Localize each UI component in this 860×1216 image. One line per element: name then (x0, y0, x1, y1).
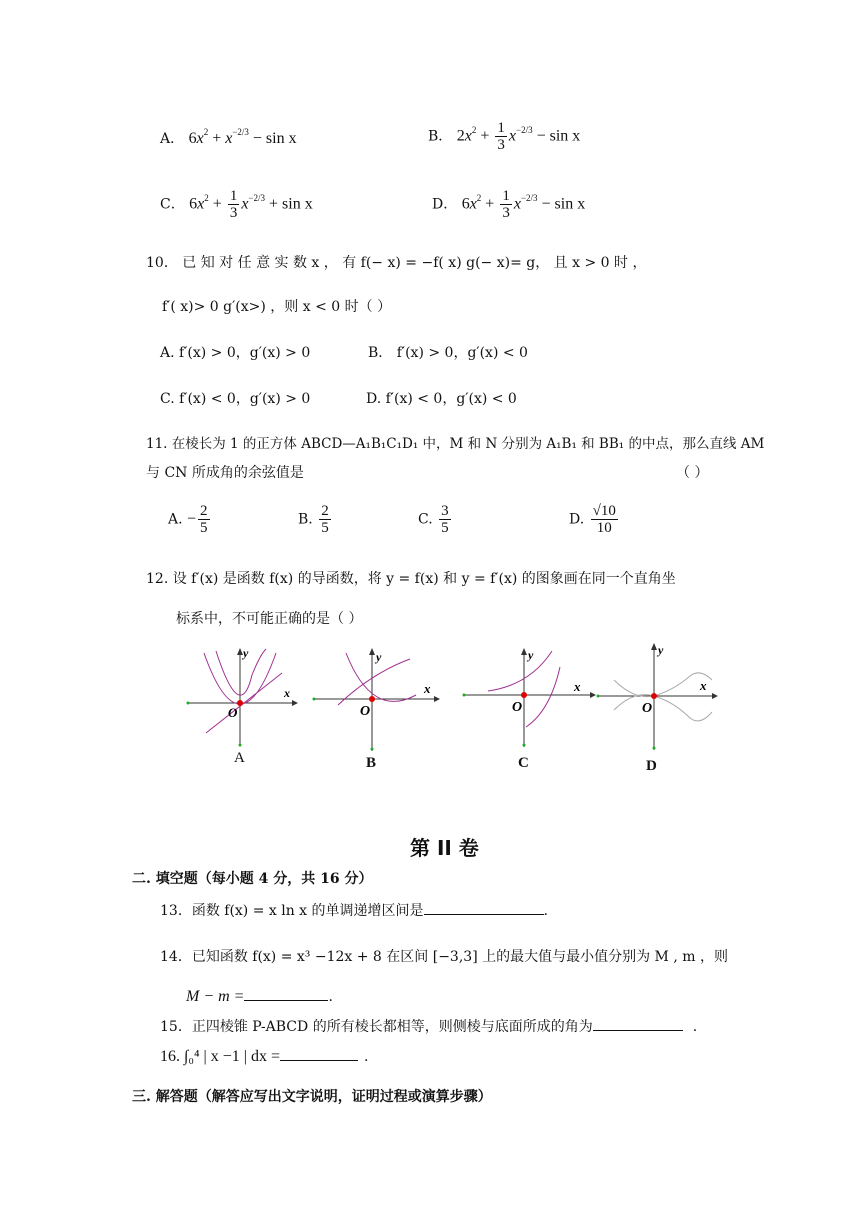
option-label: B. (298, 511, 313, 528)
x-arrow-icon (712, 693, 718, 699)
sign: − (187, 510, 197, 528)
origin-dot (237, 700, 243, 706)
q10-option-c: C. f′(x) < 0，g′(x) > 0 (160, 391, 311, 407)
x-label: x (700, 678, 707, 693)
graph-d-caption: D (646, 758, 657, 774)
graph-a-caption: A (234, 750, 245, 766)
graph-a (180, 645, 300, 750)
q9-option-b: B． $2x^2$ + $\frac{1}{3}$ $x^{-2/3} - \sin x$ (428, 120, 581, 153)
q16-end: . (364, 1049, 369, 1065)
option-tail: − sin x (537, 195, 586, 213)
option-label: D． (432, 196, 458, 213)
numerator: √10 (592, 503, 616, 519)
q15 (160, 1016, 697, 1036)
q10-option-b: B． f′(x) > 0，g′(x) < 0 (368, 345, 528, 361)
option-label: D. (569, 511, 585, 528)
option-label: C． (160, 196, 185, 213)
origin-dot (369, 696, 375, 702)
x-label: x (284, 686, 290, 700)
y-arrow-icon (369, 648, 375, 655)
exponent: −2/3 (248, 192, 265, 203)
origin-dot (651, 693, 657, 699)
origin-label: O (360, 704, 371, 719)
x-label: x (574, 679, 581, 694)
y-arrow-icon (521, 648, 527, 655)
y-arrow-icon (651, 643, 657, 650)
q11-option-c (418, 503, 453, 536)
option-tail: − sin x (532, 127, 581, 145)
curve-fprime (526, 667, 560, 727)
q13-end: . (543, 903, 548, 919)
y-label: y (658, 643, 664, 657)
graph-c (460, 645, 598, 755)
option-label: A． (160, 131, 185, 147)
origin-label: O (512, 700, 523, 715)
curve-fprime (614, 695, 712, 721)
y-label: y (376, 650, 382, 664)
q9-option-a: A． $6x^2 + x^{-2/3} - \sin x$ (160, 127, 297, 147)
q13 (160, 900, 548, 920)
part-title: 第 II 卷 (410, 836, 479, 860)
q10-option-d: D. f′(x) < 0，g′(x) < 0 (366, 391, 517, 407)
q15-blank[interactable] (593, 1030, 683, 1031)
q11-line2: 与 CN 所成角的余弦值是 (146, 465, 304, 481)
q16-blank[interactable] (280, 1060, 358, 1061)
q13-blank[interactable] (424, 914, 544, 915)
option-label: A. (168, 511, 183, 528)
q11-option-d (569, 503, 620, 536)
q12-line2: 标系中，不可能正确的是（ ） (176, 611, 363, 627)
curve-f (488, 651, 552, 691)
option-tail: − sin x (248, 130, 297, 147)
option-tail: + sin x (265, 195, 313, 213)
exponent: −2/3 (516, 124, 533, 135)
x-arrow-icon (292, 700, 298, 706)
q10-line1: 10． 已 知 对 任 意 实 数 x ， 有 f(− x) = −f( x) g(− x)= g， 且 x > 0 时 ， (146, 255, 647, 271)
denominator: 5 (321, 520, 329, 536)
numerator: 2 (321, 503, 329, 519)
denominator: 5 (200, 520, 208, 536)
option-label: C. (418, 511, 433, 528)
q16-text: 16. ∫₀⁴ | x −1 | dx = (160, 1048, 280, 1065)
q14-blank[interactable] (244, 1000, 328, 1001)
origin-dot (521, 692, 527, 698)
q9-option-d: D． $6x^2$ + $\frac{1}{3}$ $x^{-2/3} - \sin x$ (432, 188, 586, 221)
numerator: 3 (441, 503, 449, 519)
q12-line1: 12. 设 f′(x) 是函数 f(x) 的导函数，将 y = f(x) 和 y = f′(x) 的图象画在同一个直角坐 (146, 571, 676, 587)
q11-option-a (168, 503, 212, 536)
q14-line2 (186, 988, 333, 1006)
q15-text: 15．正四棱锥 P-ABCD 的所有棱长都相等，则侧棱与底面所成的角为 (160, 1019, 593, 1035)
origin-label: O (228, 705, 238, 720)
curve-f (614, 673, 712, 697)
graph-b (310, 645, 442, 755)
y-label: y (528, 648, 534, 662)
q11-paren: （ ） (676, 465, 709, 481)
curve-f2 (216, 649, 266, 695)
q13-text: 13．函数 f(x) = x ln x 的单调递增区间是 (160, 903, 424, 919)
x-arrow-icon (434, 696, 440, 702)
graph-d (594, 640, 722, 755)
denominator: 10 (596, 520, 612, 536)
q14-line1: 14．已知函数 f(x) = x³ −12x + 8 在区间 [−3,3] 上的最大值与最小值分别为 M , m ，则 (160, 949, 728, 965)
q15-end: . (692, 1019, 698, 1035)
q11-option-b (298, 503, 333, 536)
section-2-heading: 二. 填空题（每小题 4 分，共 16 分） (132, 871, 373, 887)
numerator: 2 (200, 503, 208, 519)
q11-line1: 11. 在棱长为 1 的正方体 ABCD—A₁B₁C₁D₁ 中，M 和 N 分别为 A₁B₁ 和 BB₁ 的中点，那么直线 AM (146, 436, 765, 452)
option-label: B． (428, 128, 453, 145)
q10-line2: f′( x)> 0 g′(x>) ，则 x < 0 时（ ） (162, 299, 392, 315)
q14-end: . (328, 989, 333, 1005)
q16 (160, 1048, 368, 1066)
q9-option-c: C． $6x^2$ + $\frac{1}{3}$ $x^{-2/3} + \sin x$ (160, 188, 313, 221)
section-3-heading: 三. 解答题（解答应写出文字说明，证明过程或演算步骤） (132, 1089, 492, 1105)
exponent: −2/3 (520, 192, 538, 203)
denominator: 5 (441, 520, 449, 536)
graph-c-caption: C (518, 755, 529, 771)
q10-option-a: A. f′(x) > 0，g′(x) > 0 (160, 345, 311, 361)
origin-label: O (642, 701, 653, 716)
graph-b-caption: B (366, 755, 377, 771)
exponent: −2/3 (232, 127, 249, 137)
y-label: y (243, 646, 249, 660)
x-label: x (424, 681, 431, 696)
q14-text: M − m = (186, 988, 245, 1005)
